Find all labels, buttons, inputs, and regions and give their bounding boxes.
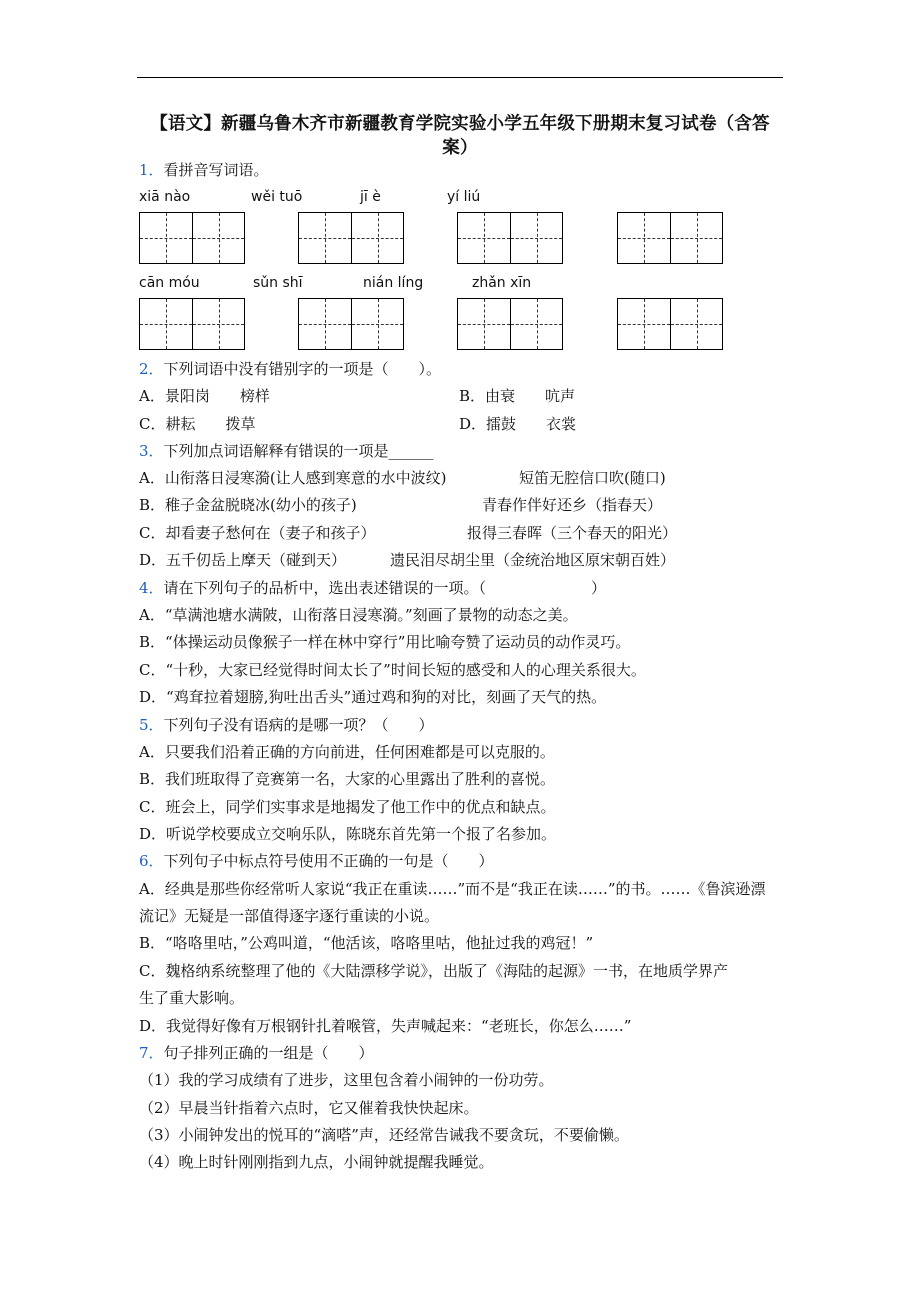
- option-c: C．魏格纳系统整理了他的《大陆漂移学说》，出版了《海陆的起源》一书，在地质学界产: [139, 962, 728, 980]
- option-a: A．“草满池塘水满陂，山衔落日浸寒漪。”刻画了景物的动态之美。: [139, 606, 578, 624]
- question-text: 请在下列句子的品析中，选出表述错误的一项。（ ）: [163, 579, 607, 597]
- option-d: D．听说学校要成立交响乐队，陈晓东首先第一个报了名参加。: [139, 825, 557, 843]
- option-a: A．景阳岗 榜样: [139, 387, 270, 405]
- option-a: A．经典是那些你经常听人家说“我正在重读……”而不是“我正在读……”的书。……《鲁滨逊漂: [139, 880, 766, 898]
- pinyin-label: jī è: [360, 189, 381, 205]
- option-b: B．由衰 吭声: [459, 387, 576, 405]
- question-text: 下列加点词语解释有错误的一项是______: [163, 442, 434, 460]
- pinyin-label: yí liú: [447, 189, 481, 205]
- option-b: B．“体操运动员像猴子一样在林中穿行”用比喻夸赞了运动员的动作灵巧。: [139, 633, 631, 651]
- pinyin-label: zhǎn xīn: [472, 275, 532, 291]
- writing-grid[interactable]: [139, 298, 245, 350]
- question-text: 下列句子没有语病的是哪一项？（ ）: [163, 716, 434, 734]
- writing-grid[interactable]: [298, 298, 404, 350]
- option-b: B．“咯咯里咕，”公鸡叫道，“他活该，咯咯里咕，他扯过我的鸡冠！”: [139, 934, 594, 952]
- writing-grid[interactable]: [457, 298, 563, 350]
- writing-grid[interactable]: [457, 212, 563, 264]
- pinyin-label: cān móu: [139, 275, 200, 291]
- list-item: （1）我的学习成绩有了进步，这里包含着小闹钟的一份功劳。: [139, 1071, 554, 1089]
- question-3: [139, 440, 434, 462]
- option-c-continued: 生了重大影响。: [139, 989, 245, 1007]
- question-number: 5．: [139, 716, 164, 734]
- list-item: （3）小闹钟发出的悦耳的“滴嗒”声，还经常告诫我不要贪玩，不要偷懒。: [139, 1126, 629, 1144]
- question-number: 2．: [139, 360, 164, 378]
- option-a-continued: 流记》无疑是一部值得逐字逐行重读的小说。: [139, 907, 440, 925]
- option-d: D．五千仞岳上摩天（碰到天）: [139, 551, 347, 569]
- option-d: D．“鸡耷拉着翅膀,狗吐出舌头”通过鸡和狗的对比，刻画了天气的热。: [139, 688, 607, 706]
- question-text: 句子排列正确的一组是（ ）: [163, 1044, 374, 1062]
- option-c: C．却看妻子愁何在（妻子和孩子）: [139, 524, 376, 542]
- writing-grid[interactable]: [617, 212, 723, 264]
- option-c: C．耕耘 拨草: [139, 415, 256, 433]
- pinyin-label: wěi tuō: [251, 189, 303, 205]
- question-text: 下列词语中没有错别字的一项是（ ）。: [163, 360, 442, 378]
- page-title: 【语文】新疆乌鲁木齐市新疆教育学院实验小学五年级下册期末复习试卷（含答案）: [150, 114, 770, 158]
- writing-grid[interactable]: [298, 212, 404, 264]
- pinyin-label: sǔn shī: [253, 275, 303, 291]
- question-4: [139, 577, 606, 599]
- question-text: 看拼音写词语。: [163, 161, 269, 179]
- option-a: A．只要我们沿着正确的方向前进，任何困难都是可以克服的。: [139, 743, 555, 761]
- pinyin-label: nián líng: [363, 275, 424, 291]
- option-d: D．擂鼓 衣裳: [459, 415, 577, 433]
- option-c-part2: 报得三春晖（三个春天的阳光）: [467, 524, 678, 542]
- option-b: B．我们班取得了竞赛第一名，大家的心里露出了胜利的喜悦。: [139, 770, 556, 788]
- question-number: 3．: [139, 442, 164, 460]
- question-6: [139, 850, 494, 872]
- question-number: 4．: [139, 579, 164, 597]
- option-a: A．山衔落日浸寒漪(让人感到寒意的水中波纹): [139, 469, 447, 487]
- question-2: [139, 358, 441, 380]
- option-a-part2: 短笛无腔信口吹(随口): [519, 469, 666, 487]
- question-number: 1．: [139, 161, 164, 179]
- question-5: [139, 714, 434, 736]
- option-c: C．“十秒，大家已经觉得时间太长了”时间长短的感受和人的心理关系很大。: [139, 661, 646, 679]
- question-1: [139, 159, 269, 181]
- writing-grid[interactable]: [139, 212, 245, 264]
- writing-grid[interactable]: [617, 298, 723, 350]
- option-c: C．班会上，同学们实事求是地揭发了他工作中的优点和缺点。: [139, 798, 556, 816]
- option-d-part2: 遗民泪尽胡尘里（金统治地区原宋朝百姓）: [390, 551, 676, 569]
- option-b-part2: 青春作伴好还乡（指春天）: [482, 496, 663, 514]
- question-number: 6．: [139, 852, 164, 870]
- list-item: （2）早晨当针指着六点时，它又催着我快快起床。: [139, 1099, 479, 1117]
- question-7: [139, 1042, 374, 1064]
- option-b: B．稚子金盆脱晓冰(幼小的孩子): [139, 496, 357, 514]
- list-item: （4）晚上时针刚刚指到九点，小闹钟就提醒我睡觉。: [139, 1153, 494, 1171]
- option-d: D．我觉得好像有万根钢针扎着喉管，失声喊起来：“老班长，你怎么……”: [139, 1017, 632, 1035]
- question-text: 下列句子中标点符号使用不正确的一句是（ ）: [163, 852, 494, 870]
- pinyin-label: xiā nào: [139, 189, 191, 205]
- header-rule: [137, 77, 783, 78]
- question-number: 7．: [139, 1044, 164, 1062]
